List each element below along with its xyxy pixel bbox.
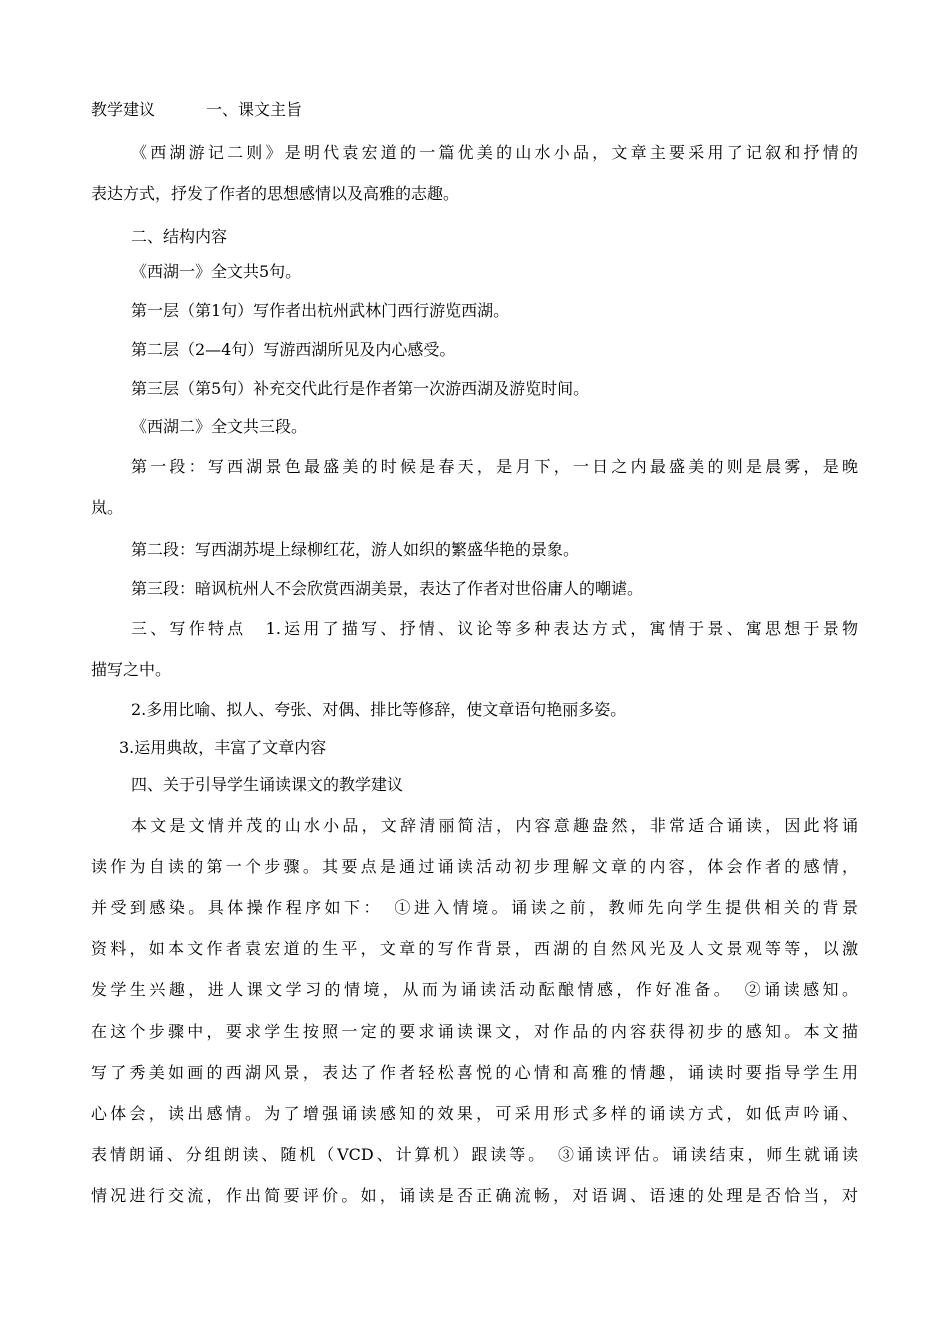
section-4-title: 四、关于引导学生诵读课文的教学建议 [131,775,404,794]
section-4-line-9: 表情朗诵、分组朗读、随机（VCD、计算机）跟读等。 ③诵读评估。诵读结束，师生就诵读 [91,1145,858,1164]
section-2-title: 二、结构内容 [131,227,228,246]
xihu-2-para-2: 第二段：写西湖苏堤上绿柳红花，游人如织的繁盛华艳的景象。 [131,540,580,559]
section-4-line-5: 发学生兴趣，进人课文学习的情境，从而为诵读活动酝酿情感，作好准备。 ②诵读感知。 [91,980,858,999]
section-4-line-4: 资料，如本文作者袁宏道的生平，文章的写作背景，西湖的自然风光及人文景观等等，以激 [91,939,858,958]
section-1-title: 一、课文主旨 [206,100,303,119]
xihu-1-layer-1: 第一层（第1句）写作者出杭州武林门西行游览西湖。 [131,301,510,320]
doc-heading-label: 教学建议 [91,100,156,119]
section-4-line-7: 写了秀美如画的西湖风景，表达了作者轻松喜悦的心情和高雅的情趣，诵读时要指导学生用 [91,1063,858,1082]
xihu-2-para-1-line-1: 第一段：写西湖景色最盛美的时候是春天，是月下，一日之内最盛美的则是晨雾，是晚 [131,457,858,476]
section-4-line-8: 心体会，读出感情。为了增强诵读感知的效果，可采用形式多样的诵读方式，如低声吟诵、 [91,1104,858,1123]
section-3-line-2: 描写之中。 [91,660,172,679]
section-4-line-1: 本文是文情并茂的山水小品，文辞清丽简洁，内容意趣盎然，非常适合诵读，因此将诵 [131,816,858,835]
xihu-2-para-3: 第三段：暗讽杭州人不会欣赏西湖美景，表达了作者对世俗庸人的嘲谑。 [131,579,644,598]
section-3-item-3: 3.运用典故，丰富了文章内容 [119,738,327,757]
xihu-1-summary: 《西湖一》全文共5句。 [131,262,302,281]
paragraph-main-idea-line-1: 《西湖游记二则》是明代袁宏道的一篇优美的山水小品，文章主要采用了记叙和抒情的 [131,143,858,162]
paragraph-main-idea-line-2: 表达方式，抒发了作者的思想感情以及高雅的志趣。 [91,184,460,203]
xihu-1-layer-2: 第二层（2—4句）写游西湖所见及内心感受。 [131,340,456,359]
xihu-1-layer-3: 第三层（第5句）补充交代此行是作者第一次游西湖及游览时间。 [131,379,590,398]
xihu-2-summary: 《西湖二》全文共三段。 [131,417,308,436]
section-4-line-3: 并受到感染。具体操作程序如下： ①进入情境。诵读之前，教师先向学生提供相关的背景 [91,898,858,917]
section-4-line-6: 在这个步骤中，要求学生按照一定的要求诵读课文，对作品的内容获得初步的感知。本文描 [91,1022,858,1041]
section-4-line-10: 情况进行交流，作出简要评价。如，诵读是否正确流畅，对语调、语速的处理是否恰当，对 [91,1186,858,1205]
section-4-line-2: 读作为自读的第一个步骤。其要点是通过诵读活动初步理解文章的内容，体会作者的感情， [91,857,858,876]
section-3-item-2: 2.多用比喻、拟人、夸张、对偶、排比等修辞，使文章语句艳丽多姿。 [131,700,627,719]
xihu-2-para-1-line-2: 岚。 [91,498,124,517]
section-3-line-1: 三、写作特点 1.运用了描写、抒情、议论等多种表达方式，寓情于景、寓思想于景物 [131,619,858,638]
